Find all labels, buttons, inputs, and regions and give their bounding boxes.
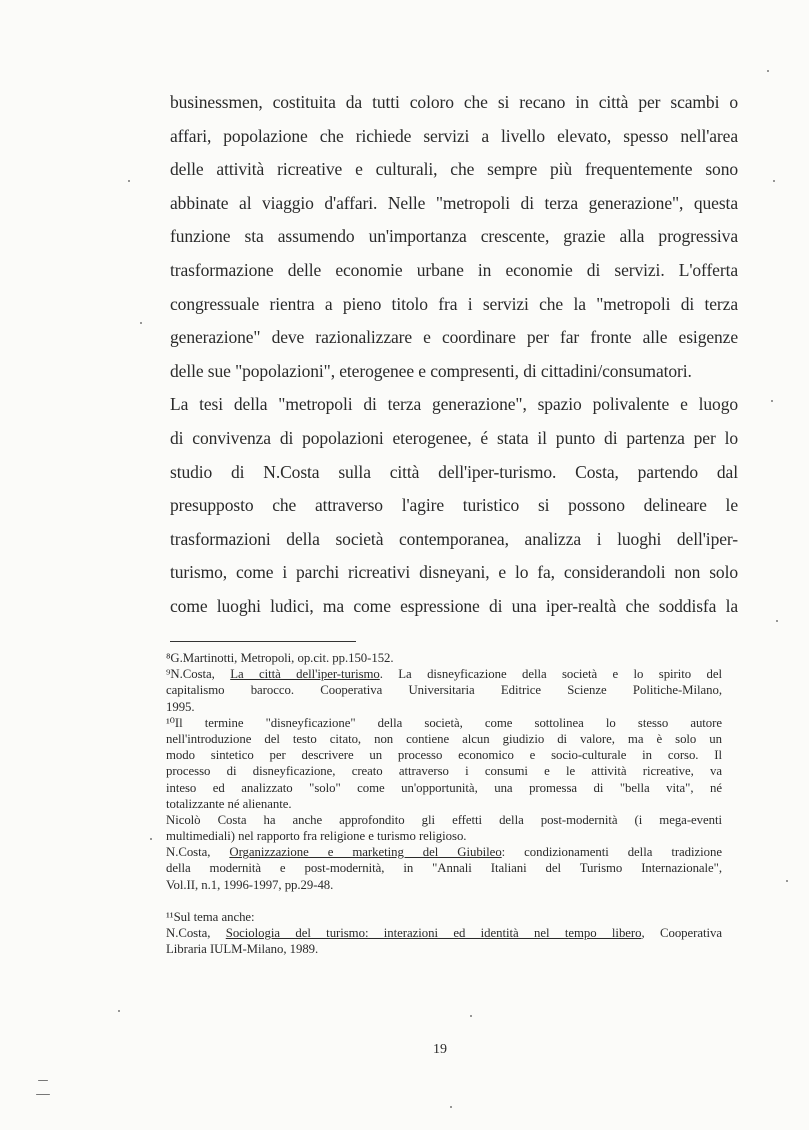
scan-speck <box>36 1094 50 1095</box>
scan-speck <box>118 1010 120 1012</box>
body-line: delle attività ricreative e culturali, che sempre più frequentemente sono <box>170 159 738 180</box>
footnote-line: inteso ed analizzato "solo" come un'opportunità, una promessa di "bella vita", né <box>166 780 722 795</box>
footnote-line: totalizzante né alienante. <box>166 796 292 811</box>
body-line: funzione sta assumendo un'importanza crescente, grazie alla progressiva <box>170 226 738 247</box>
footnote-reference: N.Costa, Sociologia del turismo: interazioni ed identità nel tempo libero, Cooperativa <box>166 926 722 940</box>
body-line: generazione" deve razionalizzare e coordinare per far fronte alle esigenze <box>170 327 738 348</box>
scan-speck <box>776 620 778 622</box>
scan-speck <box>128 180 130 182</box>
body-line: abbinate al viaggio d'affari. Nelle "metropoli di terza generazione", questa <box>170 192 738 213</box>
scan-speck <box>38 1080 48 1081</box>
footnote-line: della modernità e post-modernità, in "Annali Italiani del Turismo Internazionale", <box>166 861 722 876</box>
scan-speck <box>140 322 142 324</box>
footnote-11: ¹¹Sul tema anche: <box>166 909 255 924</box>
footnote-8: ⁸G.Martinotti, Metropoli, op.cit. pp.150-152. <box>166 651 394 665</box>
footnote-line: multimediali) nel rapporto fra religione e turismo religioso. <box>166 829 467 844</box>
footnotes <box>166 650 722 957</box>
book-title: Sociologia del turismo: interazioni ed identità nel tempo libero <box>225 926 642 940</box>
book-title: Organizzazione e marketing del Giubileo <box>229 845 502 860</box>
scan-speck <box>470 1015 472 1017</box>
footnote-9: ⁹N.Costa, La città dell'iper-turismo. La disneyficazione della società e lo spirito del <box>166 667 722 682</box>
scan-speck <box>450 1106 452 1108</box>
footnote-line: 1995. <box>166 699 195 714</box>
footnote-line: Nicolò Costa ha anche approfondito gli effetti della post-modernità (i mega-eventi <box>166 812 722 827</box>
body-line: businessmen, costituita da tutti coloro che si recano in città per scambi o <box>170 92 738 112</box>
scan-speck <box>786 880 788 882</box>
body-line: La tesi della "metropoli di terza generazione", spazio polivalente e luogo <box>170 394 738 415</box>
footnote-line: modo sintetico per descrivere un processo economico e socio-culturale in corso. Il <box>166 748 722 763</box>
footnote-separator <box>170 641 356 642</box>
page-number: 19 <box>433 1042 447 1057</box>
body-line: di convivenza di popolazioni eterogenee, é stata il punto di partenza per lo <box>170 427 738 448</box>
body-line: affari, popolazione che richiede servizi a livello elevato, spesso nell'area <box>170 125 738 146</box>
footnote-line: Vol.II, n.1, 1996-1997, pp.29-48. <box>166 877 334 892</box>
body-line: delle sue "popolazioni", eterogenee e compresenti, di cittadini/consumatori. <box>170 360 692 381</box>
body-line: turismo, come i parchi ricreativi disneyani, e lo fa, considerandoli non solo <box>170 562 738 583</box>
footnote-line: capitalismo barocco. Cooperativa Universitaria Editrice Scienze Politiche-Milano, <box>166 683 722 698</box>
body-line: come luoghi ludici, ma come espressione di una iper-realtà che soddisfa la <box>170 595 738 616</box>
body-line: presupposto che attraverso l'agire turistico si possono delineare le <box>170 495 738 516</box>
footnote-line: Libraria IULM-Milano, 1989. <box>166 942 319 957</box>
footnote-line: nell'introduzione del testo citato, non contiene alcun giudizio di valore, ma è solo un <box>166 731 722 746</box>
footnote-reference: N.Costa, Organizzazione e marketing del Giubileo: condizionamenti della tradizione <box>166 845 722 860</box>
body-line: trasformazioni della società contemporanea, analizza i luoghi dell'iper- <box>170 528 738 549</box>
body-line: studio di N.Costa sulla città dell'iper-turismo. Costa, partendo dal <box>170 461 738 482</box>
scan-speck <box>150 838 152 840</box>
body-text <box>170 92 738 630</box>
body-line: congressuale rientra a pieno titolo fra i servizi che la "metropoli di terza <box>170 293 738 314</box>
footnote-10: ¹⁰Il termine "disneyficazione" della società, come sottolinea lo stesso autore <box>166 715 722 730</box>
scan-speck <box>773 180 775 182</box>
scan-speck <box>767 70 769 72</box>
book-title: La città dell'iper-turismo <box>230 667 380 682</box>
footnote-line: processo di disneyficazione, creato attraverso i consumi e le attività ricreative, va <box>166 764 722 779</box>
scan-speck <box>771 400 773 402</box>
body-line: trasformazione delle economie urbane in economie di servizi. L'offerta <box>170 259 738 280</box>
